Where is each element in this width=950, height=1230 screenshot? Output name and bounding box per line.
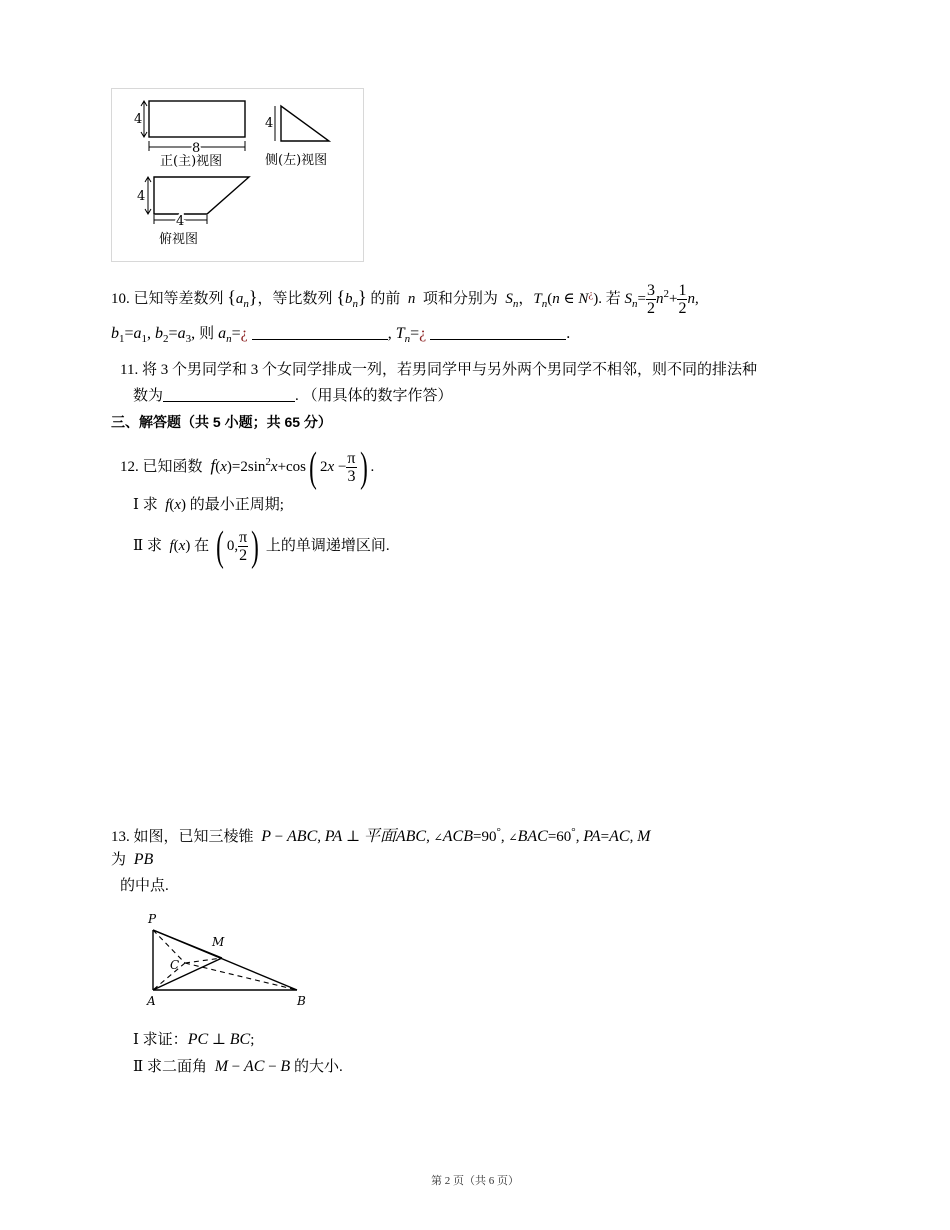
question-13-stem-cont: 为 PB [111,851,154,868]
label-P: P [148,912,157,926]
q11-blank[interactable] [163,387,295,402]
label-M: M [212,935,225,949]
question-10-line1: 10. 已知等差数列 $\{a_n\}$，等比数列 $\{b_n\}$ 的前 n 项和分别为 $S_n$，$T_n(n$ ∈ N¿). 若 $S_n=$ $\frac{3}{2}$ $n^2+$ $\frac{1}{2}$ n, [111,282,699,318]
front-dim-height: 4 [134,112,143,127]
label-A: A [147,994,156,1008]
question-13-stem-end: 的中点. [120,878,169,894]
q10-blank-an[interactable] [252,325,388,340]
top-dim-height: 4 [137,189,146,204]
question-12-part2: Ⅱ 求 f(x) 在 ( 0, $\frac{\pi}{2}$ ) 上的单调递增区间. [133,523,390,570]
question-13-part1: Ⅰ 求证：PC ⊥ BC; [133,1031,255,1048]
three-view-drawing [112,89,363,261]
question-10-line2: $b_1=a_1$, $b_2=a_3$, 则 $a_n=¿$ , $T_n=¿$ . [111,325,571,346]
question-11-line1: 11. 将 3 个男同学和 3 个女同学排成一列，若男同学甲与另外两个男同学不相邻，则不同的排法种 [120,362,757,378]
top-caption: 俯视图 [159,232,199,247]
question-12-part1: Ⅰ 求 f(x) 的最小正周期; [133,497,284,513]
question-11-line2: 数为 . （用具体的数字作答） [133,388,453,404]
q10-number: 10. [111,291,130,307]
page-footer: 第 2 页（共 6 页） [431,1175,519,1187]
front-caption: 正(主)视图 [160,154,223,169]
tetrahedron-figure [140,908,320,1013]
tetrahedron-drawing [140,908,320,1013]
side-dim-height: 4 [265,116,274,131]
label-B: B [297,994,306,1008]
question-13-part2: Ⅱ 求二面角 M − AC − B 的大小. [133,1058,343,1075]
section-3-title: 三、解答题（共 5 小题；共 65 分） [111,414,332,430]
front-dim-width: 8 [192,141,201,156]
q10-text: 已知等差数列 [133,291,224,307]
label-C: C [170,958,180,972]
question-12-stem: 12. 已知函数 $f(x)=2\sin^2x+\cos$( 2x − $\frac{\pi}{3}$ ) . [120,444,375,491]
q10-blank-tn[interactable] [430,325,566,340]
question-13-stem: 13. 如图，已知三棱锥 P − ABC, PA ⊥ 平面ABC, ∠ACB=90°, ∠BAC=60°, PA=AC, M [111,826,651,845]
side-caption: 侧(左)视图 [265,153,328,168]
top-dim-width: 4 [176,214,185,229]
three-view-figure [111,88,364,262]
